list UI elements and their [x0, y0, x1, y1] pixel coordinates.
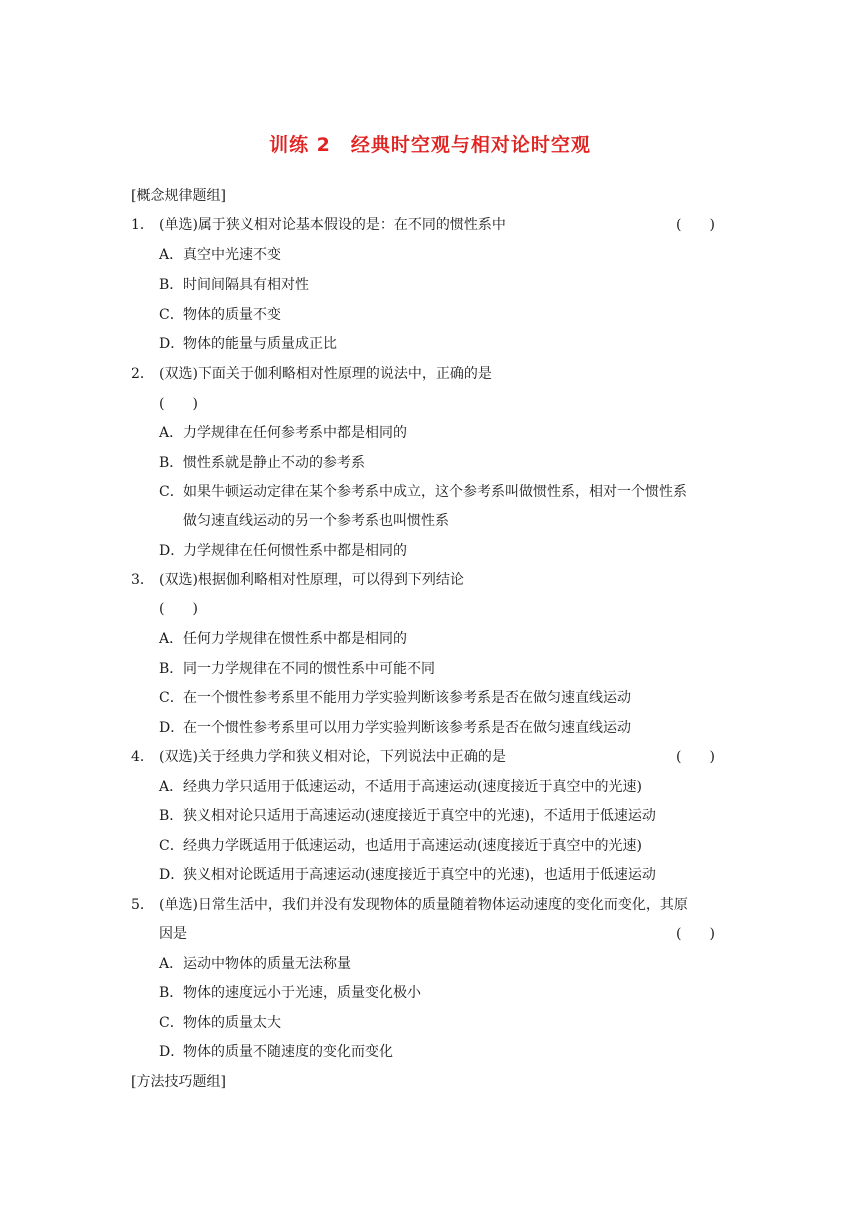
answer-paren-3: ( ) — [159, 601, 198, 617]
question-number: 5． — [131, 897, 154, 913]
option-4b: B．狭义相对论只适用于高速运动(速度接近于真空中的光速)，不适用于低速运动 — [159, 808, 656, 824]
answer-paren-5: ( ) — [676, 926, 715, 942]
title-part-2: 经典时空观与相对论时空观 — [350, 134, 591, 156]
question-text: (双选)根据伽利略相对性原理，可以得到下列结论 — [159, 572, 464, 588]
question-3 — [131, 570, 464, 590]
question-4 — [131, 747, 506, 767]
question-number: 2． — [131, 366, 154, 382]
title-part-1: 训练 2 — [269, 134, 331, 156]
option-3b: B．同一力学规律在不同的惯性系中可能不同 — [159, 661, 435, 677]
question-number: 3． — [131, 572, 154, 588]
option-4a: A．经典力学只适用于低速运动，不适用于高速运动(速度接近于真空中的光速) — [159, 779, 642, 795]
option-3a: A．任何力学规律在惯性系中都是相同的 — [159, 631, 407, 647]
option-5c: C．物体的质量太大 — [159, 1015, 281, 1031]
answer-paren-2: ( ) — [159, 396, 198, 412]
question-5 — [131, 895, 688, 915]
option-1c: C．物体的质量不变 — [159, 307, 281, 323]
option-1a: A．真空中光速不变 — [159, 247, 281, 263]
question-text: (单选)日常生活中，我们并没有发现物体的质量随着物体运动速度的变化而变化，其原 — [159, 897, 688, 913]
question-text: (双选)关于经典力学和狭义相对论，下列说法中正确的是 — [159, 749, 506, 765]
option-3c: C．在一个惯性参考系里不能用力学实验判断该参考系是否在做匀速直线运动 — [159, 690, 631, 706]
option-5d: D．物体的质量不随速度的变化而变化 — [159, 1044, 393, 1060]
question-5-continued: 因是 — [159, 926, 187, 942]
option-2d: D．力学规律在任何惯性系中都是相同的 — [159, 543, 407, 559]
page-title — [0, 130, 860, 157]
option-1d: D．物体的能量与质量成正比 — [159, 336, 337, 352]
option-2c-continued: 做匀速直线运动的另一个参考系也叫惯性系 — [183, 513, 449, 529]
option-1b: B．时间间隔具有相对性 — [159, 277, 309, 293]
option-4d: D．狭义相对论既适用于高速运动(速度接近于真空中的光速)，也适用于低速运动 — [159, 867, 656, 883]
question-1 — [131, 215, 506, 235]
section-concept: [概念规律题组] — [131, 188, 226, 204]
question-text: (单选)属于狭义相对论基本假设的是：在不同的惯性系中 — [159, 217, 506, 233]
answer-paren-4: ( ) — [676, 749, 715, 765]
option-3d: D．在一个惯性参考系里可以用力学实验判断该参考系是否在做匀速直线运动 — [159, 720, 631, 736]
question-number: 1． — [131, 217, 154, 233]
question-number: 4． — [131, 749, 154, 765]
section-method: [方法技巧题组] — [131, 1074, 226, 1090]
option-4c: C．经典力学既适用于低速运动，也适用于高速运动(速度接近于真空中的光速) — [159, 838, 642, 854]
option-2b: B．惯性系就是静止不动的参考系 — [159, 455, 365, 471]
option-5b: B．物体的速度远小于光速，质量变化极小 — [159, 985, 421, 1001]
question-text: (双选)下面关于伽利略相对性原理的说法中，正确的是 — [159, 366, 492, 382]
answer-paren-1: ( ) — [676, 217, 715, 233]
option-2c: C．如果牛顿运动定律在某个参考系中成立，这个参考系叫做惯性系，相对一个惯性系 — [159, 484, 687, 500]
question-2 — [131, 364, 492, 384]
option-2a: A．力学规律在任何参考系中都是相同的 — [159, 425, 407, 441]
option-5a: A．运动中物体的质量无法称量 — [159, 956, 351, 972]
